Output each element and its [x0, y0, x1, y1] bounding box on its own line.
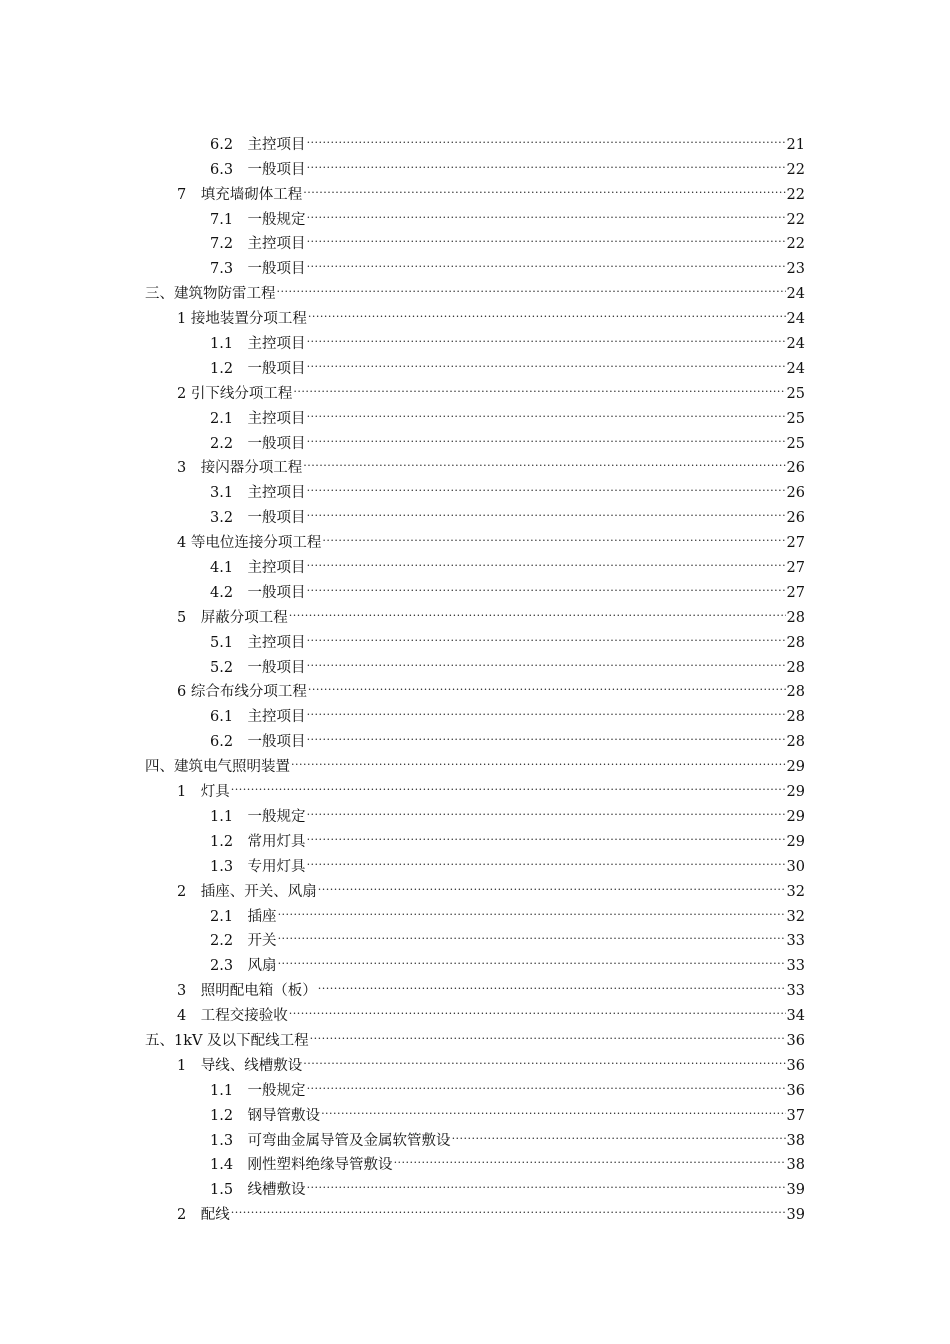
- toc-entry[interactable]: [0, 472, 950, 502]
- dot-leader: [307, 497, 786, 522]
- toc-page-number: 29: [786, 833, 805, 850]
- toc-entry-title: 5 屏蔽分项工程: [177, 609, 288, 626]
- toc-entry[interactable]: [0, 1145, 950, 1174]
- dot-leader: [231, 1194, 786, 1219]
- toc-page-number: 25: [786, 385, 805, 402]
- dot-leader: [318, 871, 786, 896]
- toc-entry-title: 1.2 常用灯具: [210, 833, 306, 850]
- dot-leader: [310, 1020, 786, 1045]
- toc-entry-title: 3.1 主控项目: [210, 485, 306, 502]
- toc-page-number: 32: [786, 908, 805, 925]
- toc-entry[interactable]: [0, 597, 950, 626]
- toc-page-number: 26: [786, 485, 805, 502]
- toc-entry-title: 4 工程交接验收: [177, 1008, 288, 1025]
- toc-page-number: 27: [786, 584, 805, 601]
- toc-entry-title: 1.4 刚性塑料绝缘导管敷设: [210, 1157, 393, 1174]
- toc-page-number: 28: [786, 709, 805, 726]
- toc-entry-title: 1 导线、线槽敷设: [177, 1057, 303, 1074]
- toc-entry[interactable]: [0, 945, 950, 975]
- dot-leader: [307, 647, 786, 672]
- toc-entry[interactable]: [0, 174, 950, 203]
- toc-entry-title: 6.3 一般项目: [210, 161, 306, 178]
- dot-leader: [303, 1045, 785, 1070]
- toc-page-number: 38: [786, 1157, 805, 1174]
- toc-entry-title: 四、建筑电气照明装置: [145, 759, 290, 776]
- dot-leader: [289, 995, 786, 1020]
- toc-page-number: 28: [786, 634, 805, 651]
- toc-entry-title: 三、建筑物防雷工程: [145, 286, 276, 303]
- toc-page-number: 24: [786, 311, 805, 328]
- toc-entry-title: 7.3 一般项目: [210, 261, 306, 278]
- toc-entry[interactable]: [0, 423, 950, 452]
- table-of-contents: [0, 124, 950, 1224]
- toc-page-number: 22: [786, 211, 805, 228]
- toc-entry[interactable]: [0, 1194, 950, 1224]
- toc-entry[interactable]: [0, 796, 950, 825]
- toc-page-number: 28: [786, 684, 805, 701]
- toc-entry[interactable]: [0, 896, 950, 925]
- toc-page-number: 39: [786, 1207, 805, 1224]
- toc-entry-title: 2.1 插座: [210, 908, 277, 925]
- dot-leader: [307, 224, 786, 249]
- toc-page-number: 24: [786, 360, 805, 377]
- toc-entry[interactable]: [0, 771, 950, 801]
- toc-page-number: 36: [786, 1057, 805, 1074]
- toc-entry-title: 2.1 主控项目: [210, 410, 306, 427]
- toc-entry[interactable]: [0, 124, 950, 153]
- toc-page-number: 36: [786, 1032, 805, 1049]
- toc-entry-title: 6.2 主控项目: [210, 136, 306, 153]
- dot-leader: [307, 248, 786, 273]
- toc-entry-title: 3 照明配电箱（板）: [177, 983, 317, 1000]
- toc-entry[interactable]: [0, 746, 950, 776]
- toc-entry-title: 6.2 一般项目: [210, 734, 306, 751]
- dot-leader: [293, 373, 785, 398]
- toc-entry-title: 1 接地装置分项工程: [177, 311, 307, 328]
- toc-entry-title: 4.2 一般项目: [210, 584, 306, 601]
- dot-leader: [303, 174, 785, 199]
- toc-entry[interactable]: [0, 298, 950, 328]
- toc-entry-title: 6 综合布线分项工程: [177, 684, 307, 701]
- toc-entry[interactable]: [0, 721, 950, 751]
- toc-entry-title: 2.2 开关: [210, 933, 277, 950]
- toc-entry[interactable]: [0, 448, 950, 477]
- dot-leader: [307, 846, 786, 871]
- dot-leader: [231, 771, 786, 796]
- toc-entry[interactable]: [0, 696, 950, 726]
- toc-entry[interactable]: [0, 1095, 950, 1124]
- toc-entry-title: 1.1 主控项目: [210, 336, 306, 353]
- toc-entry[interactable]: [0, 970, 950, 1000]
- dot-leader: [394, 1145, 786, 1170]
- toc-entry[interactable]: [0, 1070, 950, 1099]
- toc-entry[interactable]: [0, 273, 950, 303]
- dot-leader: [307, 622, 786, 647]
- toc-entry-title: 2.2 一般项目: [210, 435, 306, 452]
- toc-entry[interactable]: [0, 672, 950, 701]
- toc-entry[interactable]: [0, 373, 950, 402]
- toc-page-number: 37: [786, 1107, 805, 1124]
- toc-entry[interactable]: [0, 572, 950, 601]
- toc-entry-title: 4 等电位连接分项工程: [177, 535, 322, 552]
- toc-entry-title: 2.3 风扇: [210, 958, 277, 975]
- dot-leader: [307, 572, 786, 597]
- toc-entry-title: 3.2 一般项目: [210, 510, 306, 527]
- toc-page-number: 24: [786, 286, 805, 303]
- dot-leader: [278, 945, 786, 970]
- toc-page-number: 30: [786, 858, 805, 875]
- toc-entry[interactable]: [0, 547, 950, 577]
- toc-entry-title: 五、1kV 及以下配线工程: [145, 1032, 309, 1049]
- toc-entry-title: 5.1 主控项目: [210, 634, 306, 651]
- toc-page-number: 28: [786, 659, 805, 676]
- toc-page-number: 29: [786, 808, 805, 825]
- toc-page-number: 26: [786, 460, 805, 477]
- toc-entry-title: 1.2 钢导管敷设: [210, 1107, 321, 1124]
- toc-entry[interactable]: [0, 522, 950, 552]
- toc-entry[interactable]: [0, 1020, 950, 1049]
- dot-leader: [278, 921, 786, 946]
- toc-page-number: 36: [786, 1082, 805, 1099]
- toc-entry-title: 5.2 一般项目: [210, 659, 306, 676]
- toc-page-number: 39: [786, 1182, 805, 1199]
- toc-page-number: 24: [786, 336, 805, 353]
- toc-page-number: 21: [786, 136, 805, 153]
- toc-entry[interactable]: [0, 248, 950, 278]
- dot-leader: [307, 398, 786, 423]
- toc-page-number: 29: [786, 759, 805, 776]
- toc-entry-title: 1.5 线槽敷设: [210, 1182, 306, 1199]
- toc-entry-title: 1.2 一般项目: [210, 360, 306, 377]
- toc-page-number: 38: [786, 1132, 805, 1149]
- toc-entry[interactable]: [0, 871, 950, 900]
- toc-page-number: 33: [786, 933, 805, 950]
- dot-leader: [303, 448, 785, 473]
- dot-leader: [307, 199, 786, 224]
- toc-entry-title: 2 插座、开关、风扇: [177, 883, 317, 900]
- toc-entry-title: 6.1 主控项目: [210, 709, 306, 726]
- toc-entry-title: 2 配线: [177, 1207, 230, 1224]
- dot-leader: [278, 896, 786, 921]
- toc-page-number: 25: [786, 435, 805, 452]
- toc-page-number: 33: [786, 958, 805, 975]
- toc-entry[interactable]: [0, 821, 950, 850]
- toc-page-number: 22: [786, 161, 805, 178]
- toc-page-number: 22: [786, 236, 805, 253]
- toc-page-number: 34: [786, 1008, 805, 1025]
- toc-entry[interactable]: [0, 1045, 950, 1074]
- toc-entry-title: 1.1 一般规定: [210, 808, 306, 825]
- toc-entry[interactable]: [0, 149, 950, 178]
- dot-leader: [308, 672, 786, 697]
- toc-entry-title: 1.3 可弯曲金属导管及金属软管敷设: [210, 1132, 451, 1149]
- dot-leader: [321, 1095, 785, 1120]
- dot-leader: [307, 1169, 786, 1194]
- toc-page-number: 25: [786, 410, 805, 427]
- toc-page-number: 33: [786, 983, 805, 1000]
- toc-page-number: 32: [786, 883, 805, 900]
- toc-entry[interactable]: [0, 995, 950, 1025]
- toc-page-number: 23: [786, 261, 805, 278]
- toc-entry-title: 7 填充墙砌体工程: [177, 186, 303, 203]
- dot-leader: [289, 597, 786, 622]
- toc-page-number: 22: [786, 186, 805, 203]
- toc-entry[interactable]: [0, 846, 950, 875]
- dot-leader: [307, 696, 786, 721]
- toc-page-number: 27: [786, 560, 805, 577]
- toc-entry[interactable]: [0, 647, 950, 676]
- dot-leader: [452, 1120, 786, 1145]
- dot-leader: [277, 273, 786, 298]
- toc-entry-title: 4.1 主控项目: [210, 560, 306, 577]
- dot-leader: [307, 547, 786, 572]
- toc-entry-title: 2 引下线分项工程: [177, 385, 293, 402]
- toc-page-number: 26: [786, 510, 805, 527]
- toc-entry[interactable]: [0, 199, 950, 228]
- toc-entry[interactable]: [0, 622, 950, 651]
- toc-entry[interactable]: [0, 348, 950, 377]
- toc-entry[interactable]: [0, 1120, 950, 1149]
- dot-leader: [307, 149, 786, 174]
- dot-leader: [318, 970, 786, 995]
- dot-leader: [308, 298, 786, 323]
- dot-leader: [307, 423, 786, 448]
- toc-entry-title: 3 接闪器分项工程: [177, 460, 303, 477]
- toc-entry-title: 1 灯具: [177, 784, 230, 801]
- toc-entry[interactable]: [0, 921, 950, 950]
- toc-entry[interactable]: [0, 497, 950, 527]
- dot-leader: [322, 522, 785, 547]
- dot-leader: [307, 796, 786, 821]
- dot-leader: [307, 348, 786, 373]
- dot-leader: [307, 323, 786, 348]
- dot-leader: [307, 821, 786, 846]
- dot-leader: [291, 746, 786, 771]
- toc-entry-title: 1.1 一般规定: [210, 1082, 306, 1099]
- dot-leader: [307, 1070, 786, 1095]
- toc-page-number: 28: [786, 734, 805, 751]
- toc-entry[interactable]: [0, 323, 950, 353]
- toc-page-number: 28: [786, 609, 805, 626]
- toc-page-number: 29: [786, 784, 805, 801]
- toc-entry-title: 7.2 主控项目: [210, 236, 306, 253]
- dot-leader: [307, 124, 786, 149]
- dot-leader: [307, 472, 786, 497]
- toc-entry[interactable]: [0, 1169, 950, 1199]
- toc-page-number: 27: [786, 535, 805, 552]
- dot-leader: [307, 721, 786, 746]
- toc-entry[interactable]: [0, 224, 950, 253]
- toc-entry-title: 7.1 一般规定: [210, 211, 306, 228]
- toc-entry[interactable]: [0, 398, 950, 427]
- toc-entry-title: 1.3 专用灯具: [210, 858, 306, 875]
